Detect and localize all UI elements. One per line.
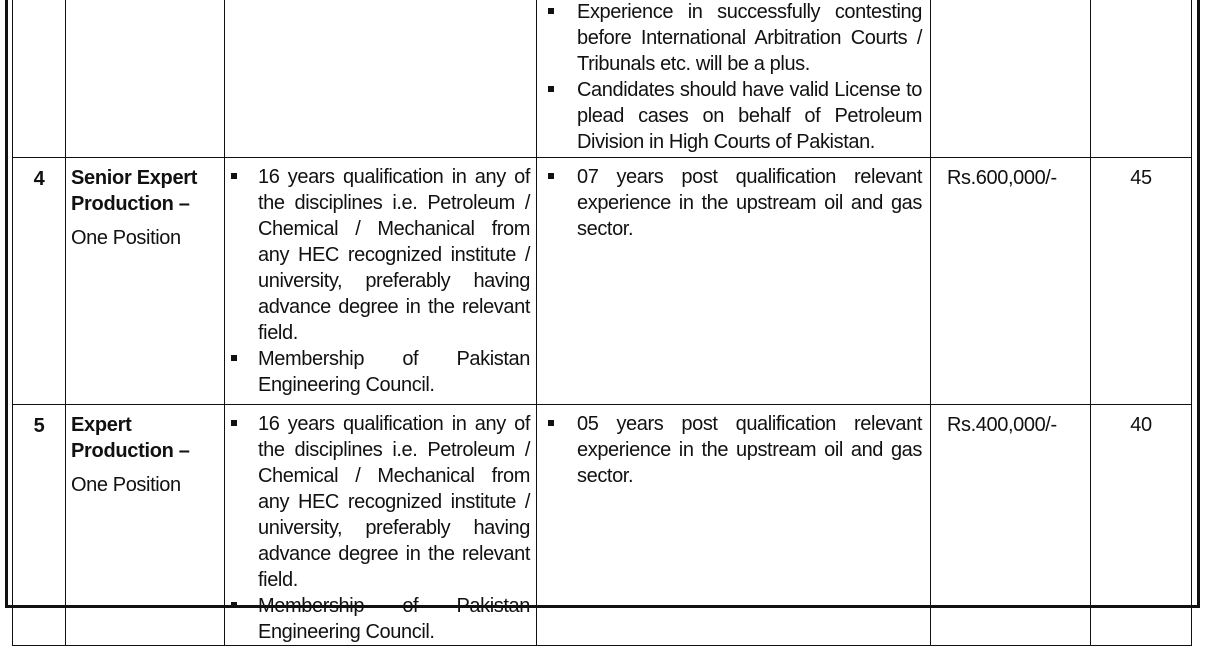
age-cell: 40	[1091, 405, 1192, 646]
list-item: Membership of Pakistan Engineering Council.	[225, 346, 536, 398]
list-item: 05 years post qualification relevant experience in the upstream oil and gas sector.	[537, 405, 930, 489]
bullet-icon	[231, 602, 237, 608]
experience-cell	[537, 405, 931, 646]
age-cell: 45	[1091, 158, 1192, 405]
pay-cell: Rs.400,000/-	[931, 405, 1091, 646]
bullet-icon	[231, 355, 237, 361]
bullet-icon	[231, 173, 237, 179]
bullet-icon	[548, 86, 554, 92]
qualification-cell	[225, 405, 537, 646]
post-cell	[66, 158, 225, 405]
qualification-cell	[225, 158, 537, 405]
list-item: 16 years qualification in any of the disciplines i.e. Petroleum / Chemical / Mechanical from any HEC recognized institute / university, preferably having advance degree in the relevant field.	[225, 158, 536, 346]
serial-number: 5	[13, 405, 66, 646]
serial-number: 4	[13, 158, 66, 405]
bullet-icon	[548, 8, 554, 14]
post-cell	[66, 0, 225, 158]
list-item: 07 years post qualification relevant experience in the upstream oil and gas sector.	[537, 158, 930, 242]
serial-number	[13, 0, 66, 158]
recruitment-table	[12, 0, 1192, 646]
list-item: Experience in successfully contesting before International Arbitration Courts / Tribunals etc. will be a plus.	[537, 0, 930, 77]
post-title: Expert Production –	[71, 414, 190, 462]
bullet-icon	[548, 420, 554, 426]
age-cell	[1091, 0, 1192, 158]
post-positions: One Position	[71, 227, 181, 249]
table-row	[13, 0, 1192, 158]
pay-cell	[931, 0, 1091, 158]
post-positions: One Position	[71, 474, 181, 496]
bullet-icon	[548, 173, 554, 179]
post-title: Senior Expert Production –	[71, 167, 198, 215]
list-item: Membership of Pakistan Engineering Council.	[225, 593, 536, 645]
experience-cell	[537, 158, 931, 405]
table-row	[13, 405, 1192, 646]
qualification-cell	[225, 0, 537, 158]
experience-cell	[537, 0, 931, 158]
table-row	[13, 158, 1192, 405]
pay-cell: Rs.600,000/-	[931, 158, 1091, 405]
post-cell	[66, 405, 225, 646]
list-item: Candidates should have valid License to plead cases on behalf of Petroleum Division in High Courts of Pakistan.	[537, 77, 930, 155]
bullet-icon	[231, 420, 237, 426]
list-item: 16 years qualification in any of the disciplines i.e. Petroleum / Chemical / Mechanical from any HEC recognized institute / university, preferably having advance degree in the relevant field.	[225, 405, 536, 593]
